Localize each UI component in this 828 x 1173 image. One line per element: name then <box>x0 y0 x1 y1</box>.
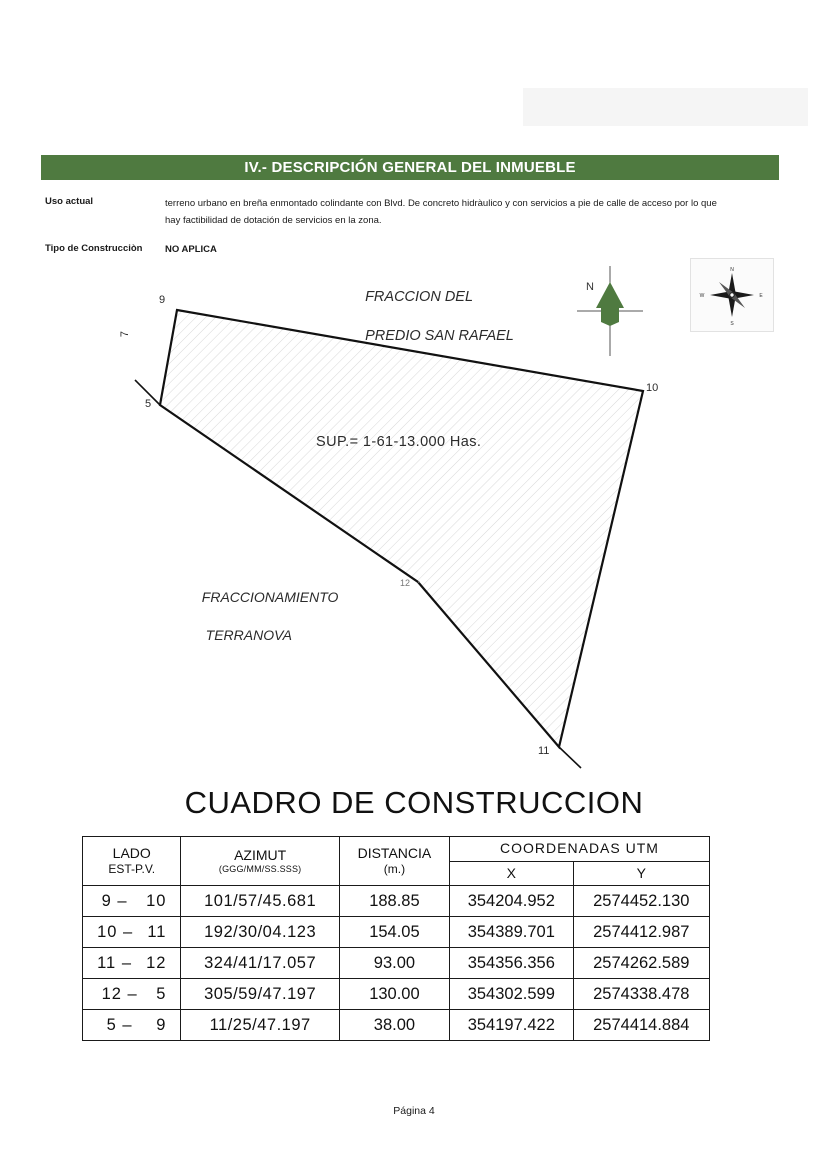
cell-azimut: 11/25/47.197 <box>181 1010 339 1041</box>
north-letter-label: N <box>586 281 594 293</box>
cuadro-construccion-table-wrap <box>82 836 710 1041</box>
plan-vertex-9: 9 <box>159 294 166 306</box>
svg-text:W: W <box>699 293 705 299</box>
cell-distancia: 154.05 <box>339 917 449 948</box>
plan-label-fraccionamiento-terranova <box>194 569 338 645</box>
cell-coord-x: 354356.356 <box>450 948 574 979</box>
th-azimut: AZIMUT (GGG/MM/SS.SSS) <box>181 837 339 886</box>
plan-neighbor-line1: FRACCIONAMIENTO <box>201 588 339 605</box>
plan-vertex-7: 7 <box>119 330 132 338</box>
plan-label-line1: FRACCION DEL <box>365 288 474 305</box>
plan-vertex-12: 12 <box>400 578 411 588</box>
cell-azimut: 324/41/17.057 <box>181 948 339 979</box>
scan-artifact <box>523 88 808 126</box>
cell-distancia: 93.00 <box>339 948 449 979</box>
plan-label-line2: PREDIO SAN RAFAEL <box>365 327 514 344</box>
plan-surface-label: SUP.= 1-61-13.000 Has. <box>316 434 482 450</box>
plan-vertex-11: 11 <box>538 745 550 757</box>
cell-lado: 12 – 5 <box>83 979 181 1010</box>
th-coord-x: X <box>450 861 574 886</box>
cell-coord-x: 354389.701 <box>450 917 574 948</box>
th-coordenadas: COORDENADAS UTM <box>450 837 710 862</box>
cell-azimut: 192/30/04.123 <box>181 917 339 948</box>
cell-coord-y: 2574452.130 <box>573 886 709 917</box>
cell-distancia: 130.00 <box>339 979 449 1010</box>
th-coord-y: Y <box>573 861 709 886</box>
section-title: IV.- DESCRIPCIÓN GENERAL DEL INMUEBLE <box>244 159 576 176</box>
table-row <box>83 1010 710 1041</box>
table-header-row <box>83 837 710 862</box>
svg-text:E: E <box>759 293 763 299</box>
plan-vertex-10: 10 <box>646 382 659 394</box>
field-value-uso-actual: terreno urbano en breña enmontado colindante con Blvd. De concreto hidràulico y con servicios a pie de calle de acceso por lo que hay factibilidad de dotación de servicios en la zona. <box>165 198 717 226</box>
cell-coord-y: 2574262.589 <box>573 948 709 979</box>
plan-vertex-5: 5 <box>145 398 152 410</box>
table-body <box>83 886 710 1041</box>
plan-neighbor-line2: TERRANOVA <box>205 626 293 643</box>
field-label-tipo-construccion: Tipo de Construcciòn <box>45 243 143 254</box>
north-arrow-icon <box>575 264 645 358</box>
table-row <box>83 917 710 948</box>
compass-rose-icon <box>690 258 774 332</box>
cell-lado: 9 – 10 <box>83 886 181 917</box>
table-header <box>83 837 710 886</box>
cell-coord-y: 2574338.478 <box>573 979 709 1010</box>
svg-text:N: N <box>730 267 734 273</box>
cell-distancia: 188.85 <box>339 886 449 917</box>
th-distancia: DISTANCIA (m.) <box>339 837 449 886</box>
cell-azimut: 101/57/45.681 <box>181 886 339 917</box>
field-label-uso-actual: Uso actual <box>45 196 94 207</box>
table-row <box>83 948 710 979</box>
table-row <box>83 979 710 1010</box>
field-value-tipo-construccion: NO APLICA <box>165 244 217 255</box>
page-number-footer: Página 4 <box>393 1105 435 1117</box>
cuadro-construccion-title: CUADRO DE CONSTRUCCION <box>184 785 644 820</box>
table-row <box>83 886 710 917</box>
cuadro-construccion-table <box>82 836 710 1041</box>
cell-azimut: 305/59/47.197 <box>181 979 339 1010</box>
cell-coord-y: 2574412.987 <box>573 917 709 948</box>
plan-label-fraccion-predio <box>357 268 514 346</box>
cell-coord-x: 354204.952 <box>450 886 574 917</box>
th-lado: LADO EST-P.V. <box>83 837 181 886</box>
cell-lado: 10 – 11 <box>83 917 181 948</box>
section-header-bar <box>41 155 779 180</box>
cell-coord-x: 354197.422 <box>450 1010 574 1041</box>
cell-distancia: 38.00 <box>339 1010 449 1041</box>
svg-text:S: S <box>730 321 734 327</box>
cell-lado: 11 – 12 <box>83 948 181 979</box>
cell-coord-y: 2574414.884 <box>573 1010 709 1041</box>
cell-lado: 5 – 9 <box>83 1010 181 1041</box>
cell-coord-x: 354302.599 <box>450 979 574 1010</box>
